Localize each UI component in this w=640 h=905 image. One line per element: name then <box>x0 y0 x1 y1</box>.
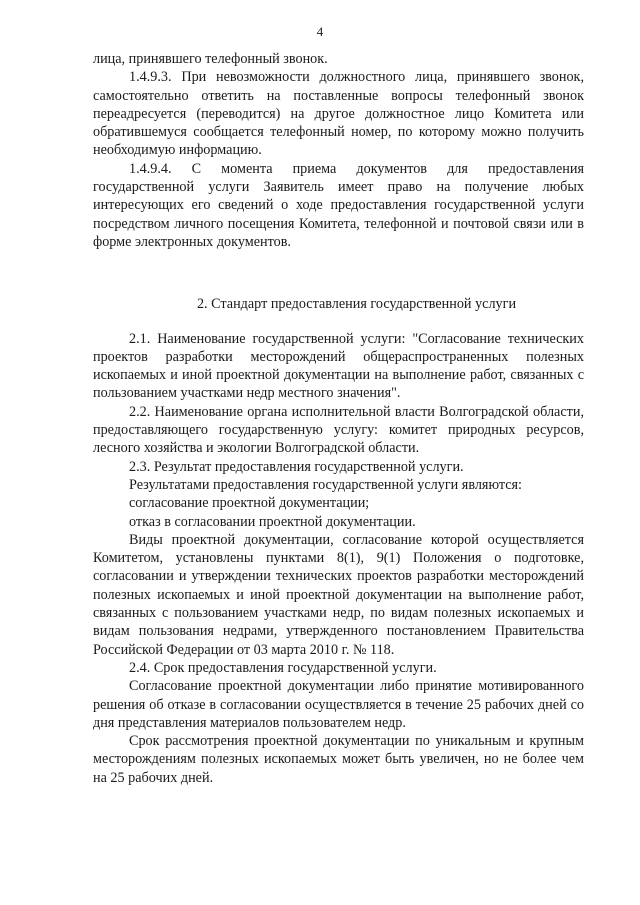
page-number: 4 <box>316 24 324 39</box>
paragraph: Виды проектной документации, согласование которой осуществляется Комитетом, установлены пунктами 8(1), 9(1) Положения о подготовке, согласовании и утверждении технических проектов разработки месторождений полезных ископаемых и иной проектной документации на выполнение работ, связанных с пользованием участками недр, по видам полезных ископаемых и видам пользования недрами, утвержденного постановлением Правительства Российской Федерации от 03 марта 2010 г. № 118. <box>93 531 584 658</box>
paragraph: 1.4.9.3. При невозможности должностного лица, принявшего звонок, самостоятельно ответить на поставленные вопросы телефонный звонок переадресуется (переводится) на другое должностное лицо Комитета или обратившемуся сообщается телефонный номер, по которому можно получить необходимую информацию. <box>93 69 584 159</box>
list-item: согласование проектной документации; <box>129 495 370 512</box>
paragraph: Срок рассмотрения проектной документации по уникальным и крупным месторождениям полезных ископаемых может быть увеличен, но не более чем на 25 рабочих дней. <box>93 733 584 786</box>
paragraph: лица, принявшего телефонный звонок. <box>93 51 328 67</box>
paragraph: 2.1. Наименование государственной услуги: "Согласование технических проектов разработки месторождений общераспространенных полезных ископаемых и иной проектной документации на выполнение работ, связанных с пользованием участками недр местного значения". <box>93 330 584 402</box>
document-body <box>93 50 584 787</box>
paragraph: 2.4. Срок предоставления государственной услуги. <box>129 659 437 676</box>
paragraph: Результатами предоставления государственной услуги являются: <box>129 476 523 493</box>
paragraph: Согласование проектной документации либо принятие мотивированного решения об отказе в согласовании осуществляется в течение 25 рабочих дней со дня представления материалов пользователем недр. <box>93 678 584 731</box>
paragraph: 2.3. Результат предоставления государственной услуги. <box>129 458 464 475</box>
paragraph: 1.4.9.4. С момента приема документов для предоставления государственной услуги Заявитель имеет право на получение любых интересующих его сведений о ходе предоставления государственной услуги посредством личного посещения Комитета, телефонной и почтовой связи или в форме электронных документов. <box>93 160 584 250</box>
list-item: отказ в согласовании проектной документации. <box>129 513 416 530</box>
spacer <box>93 251 584 295</box>
section-heading: 2. Стандарт предоставления государственной услуги <box>196 296 517 313</box>
paragraph: 2.2. Наименование органа исполнительной власти Волгоградской области, предоставляющего государственную услугу: комитет природных ресурсов, лесного хозяйства и экологии Волгоградской области. <box>93 403 584 457</box>
